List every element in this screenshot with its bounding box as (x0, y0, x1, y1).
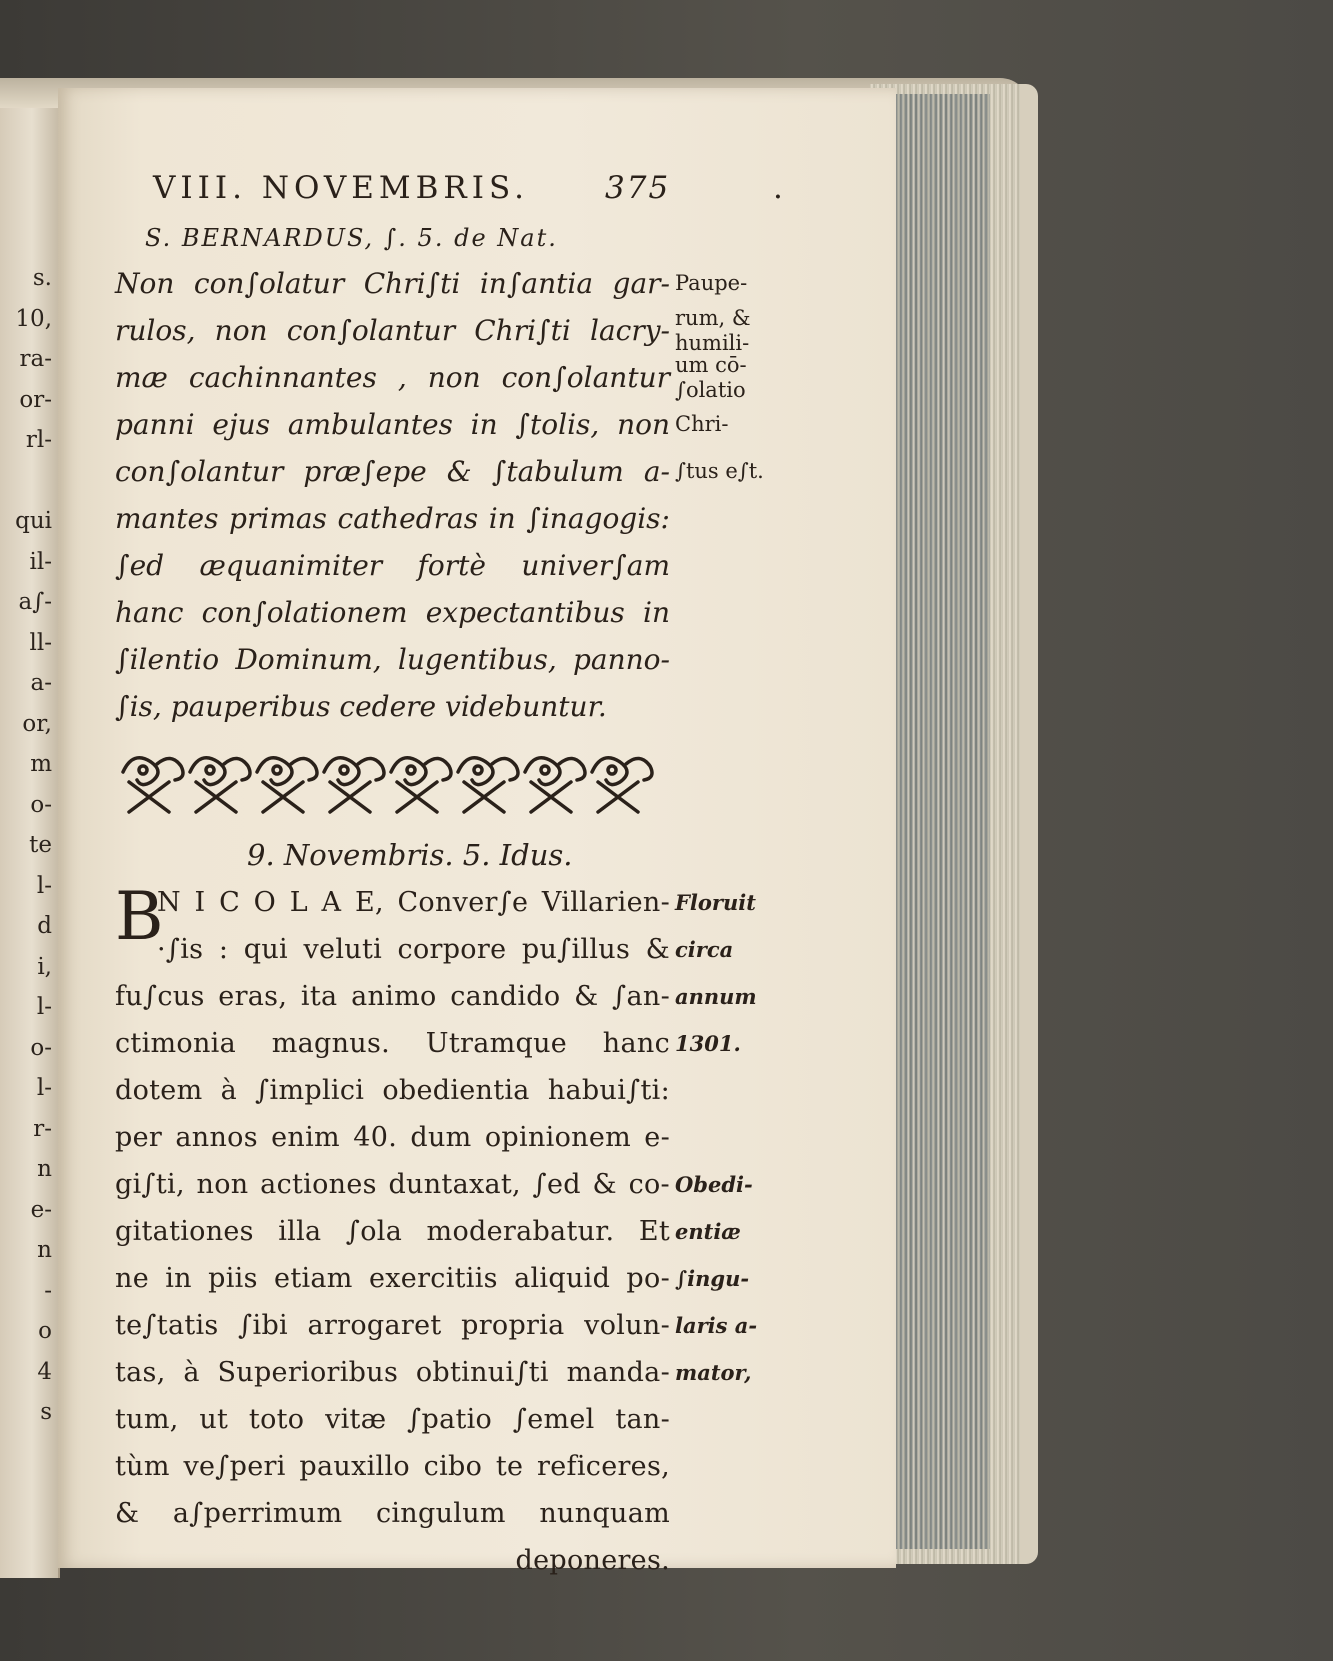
facing-page-fragment: rl- (25, 427, 52, 453)
ornament-dot (608, 766, 616, 774)
facing-page-fragment: - (44, 1277, 52, 1304)
marginal-note-line: ∫tus e∫t. (675, 459, 764, 483)
text-line-content: gi∫ti, non actiones duntaxat, ∫ed & co- (115, 1169, 670, 1200)
marginal-note-line: Obedi- (675, 1172, 753, 1197)
text-line (115, 1443, 835, 1490)
text-line-content: Non con∫olatur Chri∫ti in∫antia gar- (115, 267, 670, 300)
facing-page-fragment: n (37, 1156, 52, 1182)
marginal-note-line: ∫olatio (675, 378, 746, 402)
marginal-note-line: um cō- (675, 353, 747, 377)
source-citation: S. BERNARDUS, ∫. 5. de Nat. (145, 224, 558, 252)
bernard-passage (115, 260, 835, 730)
ornament-scroll (190, 758, 250, 812)
running-head-mark: . (773, 170, 788, 206)
text-line-content: N I C O L A E, Conver∫e Villarien- (157, 887, 670, 918)
ornament-scroll (525, 758, 585, 812)
marginal-note-line: Chri- (675, 412, 729, 436)
feast-date-heading: 9. Novembris. 5. Idus. (247, 838, 573, 872)
ornament-scroll (592, 758, 652, 812)
text-line (115, 973, 835, 1020)
text-line (115, 1255, 835, 1302)
marginal-note-line: humili- (675, 331, 750, 355)
text-line-content: ∫is, pauperibus cedere videbuntur. (115, 690, 607, 723)
facing-page-fragment: e- (30, 1196, 52, 1223)
marginal-note-line: circa (675, 937, 734, 962)
text-line (115, 1114, 835, 1161)
text-line-content: con∫olantur præ∫epe & ∫tabulum a- (115, 455, 670, 488)
facing-page-fragment: or- (19, 386, 52, 413)
text-line-content: te∫tatis ∫ibi arrogaret propria volun- (115, 1310, 670, 1341)
facing-page-fragment: n (37, 1237, 52, 1263)
ornament-dot (541, 766, 549, 774)
facing-page-fragment: i, (37, 953, 52, 980)
ornament-scroll (458, 758, 518, 812)
marginal-note-line: laris a- (675, 1313, 758, 1338)
text-line (115, 1490, 835, 1537)
marginal-note-line: Floruit (675, 890, 756, 915)
text-line-content: tum, ut toto vitæ ∫patio ∫emel tan- (115, 1404, 670, 1435)
text-line (115, 1302, 835, 1349)
facing-page-fragment: s (40, 1399, 52, 1425)
facing-page-fragment: qui (15, 508, 52, 534)
text-line (115, 260, 835, 307)
facing-page-fragment: m (30, 751, 52, 777)
text-line (115, 1537, 835, 1584)
facing-page-fragment: a∫- (18, 589, 52, 615)
ornament-scroll (324, 758, 384, 812)
text-line-content: ne in piis etiam exercitiis aliquid po- (115, 1263, 670, 1294)
marginal-note-line: mator, (675, 1360, 752, 1385)
text-line (115, 636, 835, 683)
marginal-note-line: Paupe- (675, 271, 748, 295)
text-line-content: rulos, non con∫olantur Chri∫ti lacry- (115, 314, 670, 347)
text-line-content: panni ejus ambulantes in ∫tolis, non (115, 408, 670, 441)
text-line-content: ·∫is : qui veluti corpore pu∫illus & (157, 934, 670, 965)
text-line (115, 1020, 835, 1067)
facing-page-fragment: s. (32, 265, 52, 291)
text-line-content: ctimonia magnus. Utramque hanc (115, 1028, 670, 1059)
facing-page-edge (0, 78, 60, 1578)
facing-page-fragment: te (29, 832, 52, 858)
text-line-content: ∫ilentio Dominum, lugentibus, panno- (115, 643, 670, 676)
facing-page-fragment: d (37, 913, 52, 939)
text-line-content: ∫ed æquanimiter fortè univer∫am (115, 549, 670, 582)
ornament-dot (273, 766, 281, 774)
facing-page-fragment: ll- (29, 629, 52, 656)
page-number: 375 (605, 170, 671, 206)
printers-ornament-band (115, 742, 670, 822)
facing-page-fragment: o (38, 1318, 52, 1344)
facing-page-fragment: or, (22, 710, 52, 737)
ornament-dot (407, 766, 415, 774)
text-line-content: tùm ve∫peri pauxillo cibo te reficeres, (115, 1451, 670, 1482)
facing-page-fragment: 4 (37, 1358, 52, 1385)
text-line (115, 448, 835, 495)
facing-page-fragment: l- (36, 1075, 52, 1101)
running-head-title: VIII. NOVEMBRIS. (153, 170, 529, 206)
ornament-scroll (123, 758, 183, 812)
facing-page-fragment (2, 461, 52, 502)
marginal-note-line: ∫ingu- (675, 1266, 750, 1291)
text-line (115, 1067, 835, 1114)
facing-page-fragment: il- (29, 548, 52, 575)
text-line-content: mæ cachinnantes , non con∫olantur (115, 361, 670, 394)
facing-page-fragment: l- (36, 994, 52, 1020)
text-line (115, 542, 835, 589)
running-head (115, 170, 835, 216)
text-line-content: deponeres. (515, 1545, 670, 1576)
text-line (115, 1349, 835, 1396)
text-line (115, 1208, 835, 1255)
text-line-content: per annos enim 40. dum opinionem e- (115, 1122, 670, 1153)
facing-page-fragment: l- (36, 872, 52, 899)
facing-page-fragment: r- (33, 1115, 52, 1142)
text-line-content: gitationes illa ∫ola moderabatur. Et (115, 1216, 670, 1247)
ornament-scroll (391, 758, 451, 812)
marginal-note-line: annum (675, 984, 757, 1009)
ornament-dot (340, 766, 348, 774)
facing-page-fragment: a- (30, 670, 52, 696)
ornament-dot (139, 766, 147, 774)
facing-page-fragment: 10, (15, 305, 52, 332)
facing-page-fragment: o- (30, 791, 52, 818)
marginal-note-line: 1301. (675, 1031, 741, 1056)
text-line (115, 495, 835, 542)
text-line-content: dotem à ∫implici obedientia habui∫ti: (115, 1075, 670, 1106)
text-line-content: hanc con∫olationem expectantibus in (115, 596, 670, 629)
text-line-content: mantes primas cathedras in ∫inagogis: (115, 502, 670, 535)
facing-page-fragment: o- (30, 1034, 52, 1061)
text-line (115, 683, 835, 730)
ornament-scroll (257, 758, 317, 812)
text-line-content: & a∫perrimum cingulum nunquam (115, 1498, 670, 1529)
drop-cap: B (115, 878, 164, 955)
nicolae-passage (115, 879, 835, 1584)
text-line (115, 1396, 835, 1443)
marginal-note-line: entiæ (675, 1219, 741, 1244)
facing-page-fragment: ra- (19, 346, 52, 372)
text-line (115, 926, 835, 973)
page-text (115, 170, 835, 1584)
text-line-content: fu∫cus eras, ita animo candido & ∫an- (115, 981, 670, 1012)
ornament-dot (474, 766, 482, 774)
facing-page-text-fragments (2, 258, 52, 1433)
text-line (115, 1161, 835, 1208)
text-line-content: tas, à Superioribus obtinui∫ti manda- (115, 1357, 670, 1388)
marginal-note-line: rum, & (675, 306, 751, 330)
text-line (115, 589, 835, 636)
text-line (115, 401, 835, 448)
ornament-dot (206, 766, 214, 774)
